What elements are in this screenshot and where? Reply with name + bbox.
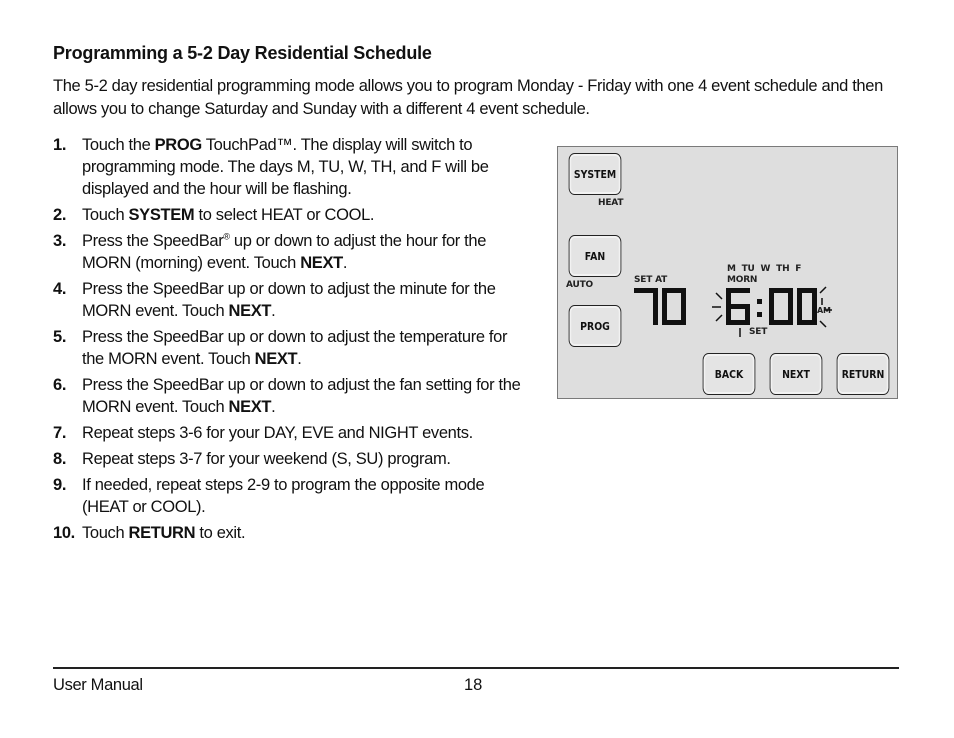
step-text: up or down to adjust the hour for the MORN (morning) event. Touch <box>82 232 487 272</box>
step-item <box>53 374 533 418</box>
registered-mark: ® <box>223 231 230 242</box>
step-number: 8. <box>53 450 67 468</box>
step-item <box>53 230 533 274</box>
step-text: Press the SpeedBar <box>82 232 224 250</box>
prog-button[interactable]: PROG <box>569 305 622 347</box>
day-indicators: M TU W TH F <box>727 264 802 274</box>
step-item <box>53 326 533 370</box>
morn-indicator: MORN <box>727 275 758 285</box>
temperature-digits <box>634 288 686 325</box>
step-text: to select HEAT or COOL. <box>194 206 375 224</box>
fan-auto-indicator: AUTO <box>566 280 593 290</box>
fan-button[interactable]: FAN <box>569 235 622 277</box>
step-item <box>53 448 533 470</box>
step-list <box>53 134 533 548</box>
thermostat-display <box>557 146 898 399</box>
step-text: . <box>342 254 348 272</box>
step-number: 9. <box>53 476 67 494</box>
step-number: 6. <box>53 376 67 394</box>
step-keyword: NEXT <box>254 350 298 368</box>
step-number: 2. <box>53 206 67 224</box>
step-item <box>53 134 533 200</box>
footer-rule <box>53 667 899 669</box>
intro-paragraph: The 5-2 day residential programming mode allows you to program Monday - Friday with one 4 event schedule and then allows you to change Saturday and Sunday with a different 4 event schedule. <box>53 77 883 118</box>
step-number: 1. <box>53 136 67 154</box>
time-digits <box>726 288 817 325</box>
step-text: If needed, repeat steps 2-9 to program the opposite mode (HEAT or COOL). <box>82 476 485 516</box>
heat-indicator: HEAT <box>598 198 624 208</box>
step-number: 7. <box>53 424 67 442</box>
step-number: 5. <box>53 328 67 346</box>
step-number: 4. <box>53 280 67 298</box>
step-keyword: SYSTEM <box>128 206 195 224</box>
step-text: Press the SpeedBar up or down to adjust the fan setting for the MORN event. Touch <box>82 376 521 416</box>
step-text: Press the SpeedBar up or down to adjust the temperature for the MORN event. Touch <box>82 328 508 368</box>
step-text: Touch <box>82 524 129 542</box>
step-text: Touch <box>82 206 129 224</box>
page-number: 18 <box>464 676 483 694</box>
lcd-readout <box>558 147 899 400</box>
set-at-label: SET AT <box>634 275 668 285</box>
step-text: Touch the <box>82 136 155 154</box>
section-title: Programming a 5-2 Day Residential Schedule <box>53 43 432 63</box>
set-indicator: SET <box>749 327 768 337</box>
step-number: 10. <box>53 524 75 542</box>
step-text: to exit. <box>195 524 246 542</box>
am-indicator: AM <box>817 306 831 315</box>
step-item <box>53 522 533 544</box>
step-keyword: RETURN <box>128 524 196 542</box>
step-item <box>53 204 533 226</box>
step-item <box>53 278 533 322</box>
step-text: . <box>271 302 276 320</box>
next-button[interactable]: NEXT <box>770 353 823 395</box>
step-keyword: NEXT <box>300 254 343 272</box>
step-text: Repeat steps 3-7 for your weekend (S, SU) program. <box>82 450 451 468</box>
step-item <box>53 474 533 518</box>
footer-manual-title: User Manual <box>53 676 143 694</box>
step-text: Repeat steps 3-6 for your DAY, EVE and NIGHT events. <box>82 424 473 442</box>
system-button[interactable]: SYSTEM <box>569 153 622 195</box>
step-keyword: NEXT <box>228 398 272 416</box>
step-number: 3. <box>53 232 67 250</box>
return-button[interactable]: RETURN <box>837 353 890 395</box>
step-text: Press the SpeedBar up or down to adjust the minute for the MORN event. Touch <box>82 280 496 320</box>
step-text: TouchPad™. The display will switch to programming mode. The days M, TU, W, TH, and F will be displayed and the hour will be flashing. <box>82 136 489 198</box>
step-item <box>53 422 533 444</box>
step-keyword: PROG <box>154 136 202 154</box>
step-keyword: NEXT <box>228 302 272 320</box>
back-button[interactable]: BACK <box>703 353 756 395</box>
step-text: . <box>271 398 276 416</box>
step-text: . <box>297 350 302 368</box>
